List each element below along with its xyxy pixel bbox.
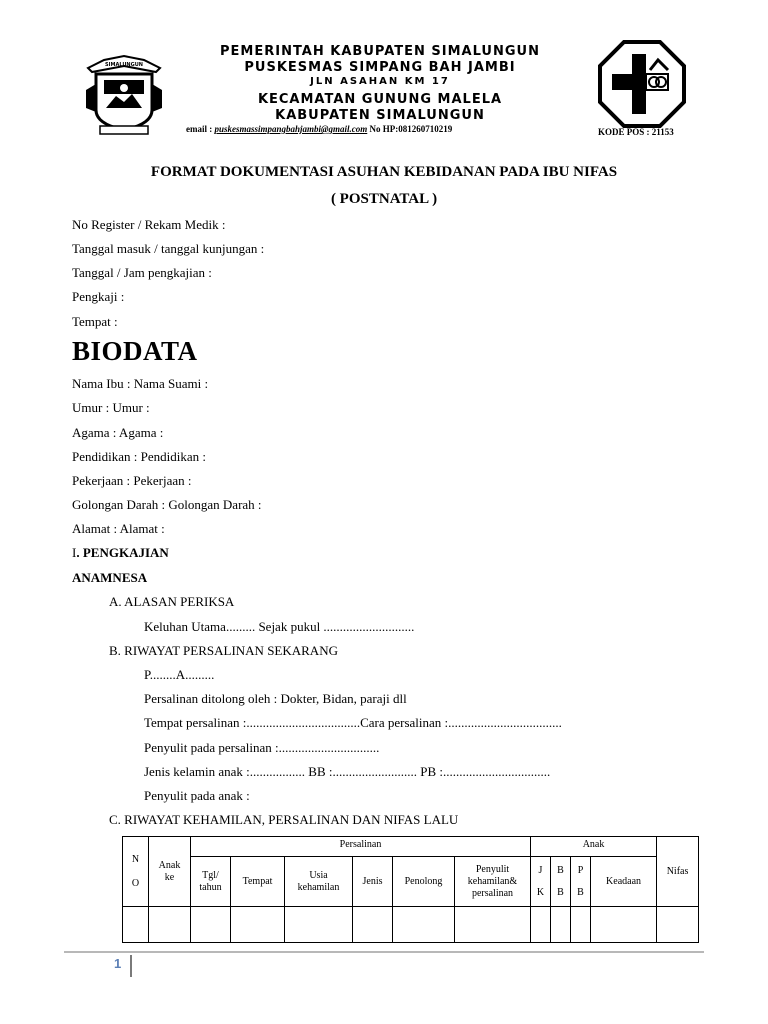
letterhead-contact [186,124,452,134]
col-tgl-tahun: Tgl/ tahun [191,857,231,907]
col-bb: B B [551,857,571,907]
postal-code: KODE POS : 21153 [598,127,674,137]
col-anak-ke: Anak ke [149,837,191,907]
section-pengkajian-heading: I. PENGKAJIAN [72,545,169,560]
col-anak-group: Anak [531,837,657,857]
col-nifas: Nifas [657,837,699,907]
table-header-row-1 [123,837,699,857]
table-cell[interactable] [353,907,393,943]
letterhead [0,0,768,152]
jenis-kelamin-line: Jenis kelamin anak :................. BB :.......................... PB :................................. [144,764,551,779]
document-title: FORMAT DOKUMENTASI ASUHAN KEBIDANAN PADA IBU NIFAS [150,164,618,180]
col-penolong: Penolong [393,857,455,907]
letterhead-government: PEMERINTAH KABUPATEN SIMALUNGUN [220,44,540,59]
puskesmas-cross-logo-icon [598,40,686,128]
biodata-agama: Agama : Agama : [72,425,164,440]
table-cell[interactable] [393,907,455,943]
letterhead-district: KECAMATAN GUNUNG MALELA [257,92,503,107]
biodata-alamat: Alamat : Alamat : [72,521,165,536]
letterhead-puskesmas: PUSKESMAS SIMPANG BAH JAMBI [244,60,516,75]
table-header-row-2 [123,857,699,907]
field-no-register: No Register / Rekam Medik : [72,217,226,232]
biodata-pendidikan: Pendidikan : Pendidikan : [72,449,206,464]
svg-text:SIMALUNGUN: SIMALUNGUN [105,62,143,68]
subsection-b-title: B. RIWAYAT PERSALINAN SEKARANG [109,643,338,658]
col-no: N O [123,837,149,907]
biodata-nama: Nama Ibu : Nama Suami : [72,376,209,391]
field-tempat: Tempat : [72,314,118,329]
table-cell[interactable] [285,907,353,943]
keluhan-utama-line: Keluhan Utama......... Sejak pukul ............................ [144,619,415,634]
col-pb: P B [571,857,591,907]
table-cell[interactable] [231,907,285,943]
table-cell[interactable] [149,907,191,943]
table-cell[interactable] [455,907,531,943]
table-row [123,907,699,943]
col-keadaan: Keadaan [591,857,657,907]
phone-number: No HP:081260710219 [369,124,453,134]
letterhead-regency: KABUPATEN SIMALUNGUN [275,108,485,123]
penolong-line: Persalinan ditolong oleh : Dokter, Bidan, paraji dll [144,691,407,706]
table-cell[interactable] [571,907,591,943]
field-tanggal-pengkajian: Tanggal / Jam pengkajian : [72,265,212,280]
biodata-heading: BIODATA [72,336,198,366]
biodata-pekerjaan: Pekerjaan : Pekerjaan : [72,473,192,488]
subsection-c-title: C. RIWAYAT KEHAMILAN, PERSALINAN DAN NIFAS LALU [109,812,459,827]
table-cell[interactable] [123,907,149,943]
letterhead-address: JLN ASAHAN KM 17 [310,76,450,87]
biodata-umur: Umur : Umur : [72,400,150,415]
footer-divider [64,951,704,953]
subsection-a-title: A. ALASAN PERIKSA [109,594,235,609]
table-cell[interactable] [551,907,571,943]
footer-page-separator [130,955,132,977]
simalungun-regency-emblem-icon [82,50,166,136]
document-subtitle: ( POSTNATAL ) [330,191,438,207]
col-jenis: Jenis [353,857,393,907]
history-table [122,836,699,943]
paritas-line: P........A......... [144,667,215,682]
col-penyulit: Penyulit kehamilan& persalinan [455,857,531,907]
penyulit-persalinan-line: Penyulit pada persalinan :............................... [144,740,380,755]
email-label: email : [186,124,213,134]
table-cell[interactable] [591,907,657,943]
table-cell[interactable] [531,907,551,943]
page-number: 1 [114,956,122,971]
col-jk: J K [531,857,551,907]
email-link[interactable]: puskesmassimpangbahjambi@gmail.com [214,124,368,134]
tempat-persalinan-line: Tempat persalinan :...................................Cara persalinan :................................... [144,715,562,730]
anamnesa-heading: ANAMNESA [72,570,148,585]
field-tanggal-masuk: Tanggal masuk / tanggal kunjungan : [72,241,265,256]
biodata-golongan-darah: Golongan Darah : Golongan Darah : [72,497,262,512]
penyulit-anak-line: Penyulit pada anak : [144,788,250,803]
table-cell[interactable] [657,907,699,943]
col-usia-kehamilan: Usia kehamilan [285,857,353,907]
table-cell[interactable] [191,907,231,943]
col-tempat: Tempat [231,857,285,907]
field-pengkaji: Pengkaji : [72,289,125,304]
col-persalinan-group: Persalinan [191,837,531,857]
